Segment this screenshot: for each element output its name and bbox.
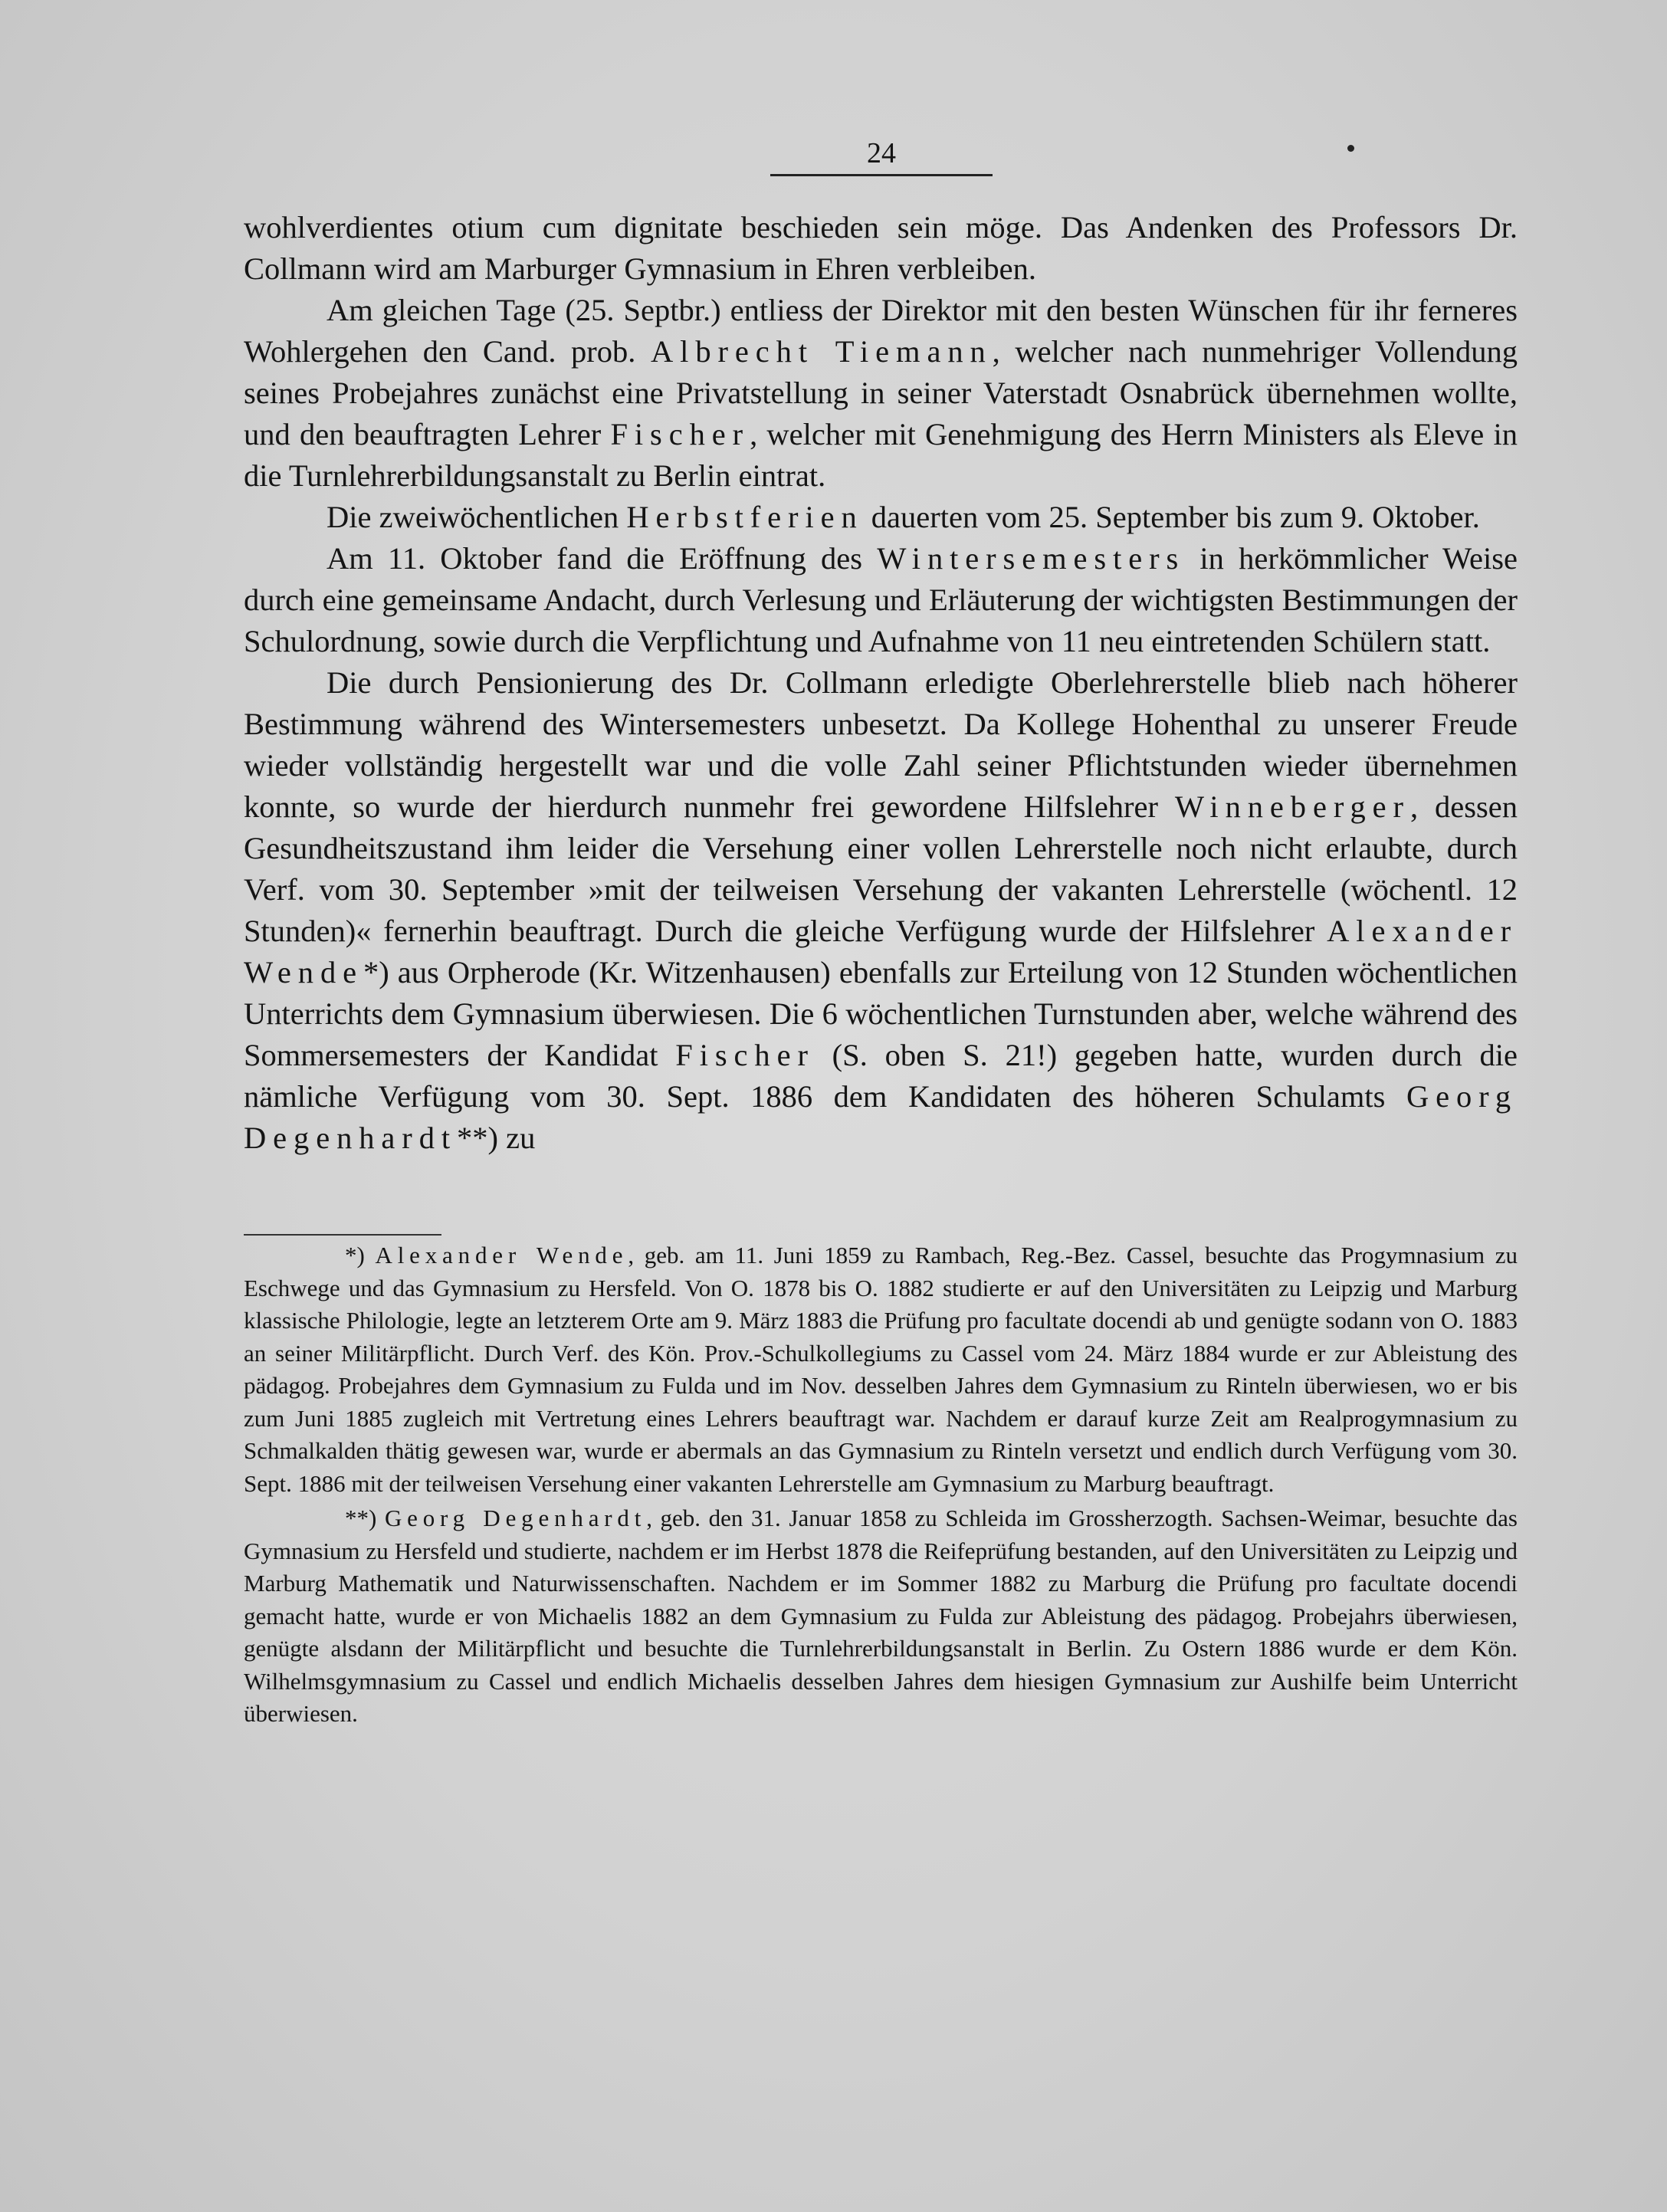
text-run: **) [345, 1505, 385, 1531]
spaced-name: Georg Degenhardt [384, 1505, 647, 1531]
text-run: (S. oben S. 21!) gegeben hatte, wurden durch die nämliche Verfügung vom 30. Sept. 1886 dem Kandidaten des höheren Schulamts [244, 1038, 1518, 1114]
text-run: dauerten vom 25. September bis zum 9. Oktober. [863, 500, 1480, 534]
spaced-name: Winneberger [1174, 789, 1410, 824]
footnote-separator [244, 1234, 441, 1236]
text-run: **) zu [457, 1121, 536, 1155]
spaced-name: Herbstferien [626, 500, 864, 534]
main-text [244, 207, 1518, 1159]
footnotes [244, 1239, 1518, 1731]
body-paragraph-4 [244, 538, 1518, 662]
text-run: , welcher nach nunmehriger Vollendung seines Probejahres zunächst eine Privatstellung in seiner Vaterstadt Osnabrück übernehmen wollte, und den beauftragten Lehrer [244, 334, 1518, 451]
spaced-name: Georg Degenhardt [244, 1079, 1518, 1155]
text-run: in herkömmlicher Weise durch eine gemeinsame Andacht, durch Verlesung und Erläuterung der wichtigsten Bestimmungen der Schulordnung, sowie durch die Verpflichtung und Aufnahme von 11 neu eintretenden Schülern statt. [244, 541, 1518, 658]
text-run: wohlverdientes otium cum dignitate beschieden sein möge. Das Andenken des Professors Dr. Collmann wird am Marburger Gymnasium in Ehren verbleiben. [244, 210, 1518, 286]
spaced-name: Wintersemesters [877, 541, 1186, 576]
text-run: Die zweiwöchentlichen [327, 500, 627, 534]
text-run: , geb. am 11. Juni 1859 zu Rambach, Reg.-Bez. Cassel, besuchte das Progymnasium zu Eschwege und das Gymnasium zu Hersfeld. Von O. 1878 bis O. 1882 studierte er auf den Universitäten zu Leipzig und Marburg klassische Philologie, legte an letzterem Orte am 9. März 1883 die Prüfung pro facultate docendi ab und genügte sodann von O. 1883 an seiner Militärpflicht. Durch Verf. des Kön. Prov.-Schulkollegiums zu Cassel vom 24. März 1884 wurde er zur Ableistung des pädagog. Probejahres dem Gymnasium zu Fulda und im Nov. desselben Jahres dem Gymnasium zu Rinteln überwiesen, wo er bis zum Juni 1885 zugleich mit Vertretung eines Lehrers beauftragt war. Nachdem er darauf kurze Zeit am Realprogymnasium zu Schmalkalden thätig gewesen war, wurde er abermals an das Gymnasium zu Rinteln versetzt und endlich durch Verfügung vom 30. Sept. 1886 mit der teilweisen Versehung einer vakanten Lehrerstelle am Gymnasium zu Marburg beauftragt. [244, 1242, 1518, 1497]
text-run: , dessen Gesundheitszustand ihm leider die Versehung einer vollen Lehrerstelle noch nicht erlaubte, durch Verf. vom 30. September »mit der teilweisen Versehung der vakanten Lehrerstelle (wöchentl. 12 Stunden)« fernerhin beauftragt. Durch die gleiche Verfügung wurde der Hilfslehrer [244, 789, 1518, 948]
page-number: 24 [867, 137, 896, 169]
body-paragraph-5 [244, 662, 1518, 1159]
spaced-name: Albrecht Tiemann [651, 334, 993, 369]
body-paragraph-3 [244, 497, 1518, 538]
text-run: *) [345, 1242, 376, 1268]
spaced-name: Alexander Wende [375, 1242, 628, 1268]
body-paragraph-1 [244, 207, 1518, 290]
text-run: , geb. den 31. Januar 1858 zu Schleida im Grossherzogth. Sachsen-Weimar, besuchte das Gymnasium zu Hersfeld und studierte, nachdem er im Herbst 1878 die Reifeprüfung bestanden, auf den Universitäten zu Leipzig und Marburg Mathematik und Naturwissenschaften. Nachdem er im Sommer 1882 zu Marburg die Prüfung pro facultate docendi gemacht hatte, wurde er von Michaelis 1882 an dem Gymnasium zu Fulda zur Ableistung des pädagog. Probejahrs überwiesen, genügte alsdann der Militärpflicht und besuchte die Turnlehrerbildungsanstalt in Berlin. Zu Ostern 1886 wurde er dem Kön. Wilhelmsgymnasium zu Cassel und endlich Michaelis desselben Jahres dem hiesigen Gymnasium zur Aushilfe beim Unterricht überwiesen. [244, 1505, 1518, 1727]
text-run: *) aus Orpherode (Kr. Witzenhausen) ebenfalls zur Erteilung von 12 Stunden wöchentlichen Unterrichts dem Gymnasium überwiesen. Die 6 wöchentlichen Turnstunden aber, welche während des Sommersemesters der Kandidat [244, 955, 1518, 1072]
printing-dot [1347, 145, 1354, 152]
spaced-name: Alexander Wende [244, 914, 1518, 989]
footnote-1 [244, 1239, 1518, 1500]
text-run: , welcher mit Genehmigung des Herrn Ministers als Eleve in die Turnlehrerbildungsanstalt zu Berlin eintrat. [244, 417, 1518, 493]
text-run: Am gleichen Tage (25. Septbr.) entliess der Direktor mit den besten Wünschen für ihr ferneres Wohlergehen den Cand. prob. [244, 293, 1518, 369]
text-run: Am 11. Oktober fand die Eröffnung des [327, 541, 878, 576]
header-rule [770, 174, 993, 176]
footnote-2 [244, 1502, 1518, 1731]
text-run: Die durch Pensionierung des Dr. Collmann erledigte Oberlehrerstelle blieb nach höherer Bestimmung während des Wintersemesters unbesetzt. Da Kollege Hohenthal zu unserer Freude wieder vollständig hergestellt war und die volle Zahl seiner Pflichtstunden wieder übernehmen konnte, so wurde der hierdurch nunmehr frei gewordene Hilfslehrer [244, 665, 1518, 824]
spaced-name: Fischer [675, 1038, 815, 1072]
spaced-name: Fischer [610, 417, 750, 451]
body-paragraph-2 [244, 290, 1518, 497]
